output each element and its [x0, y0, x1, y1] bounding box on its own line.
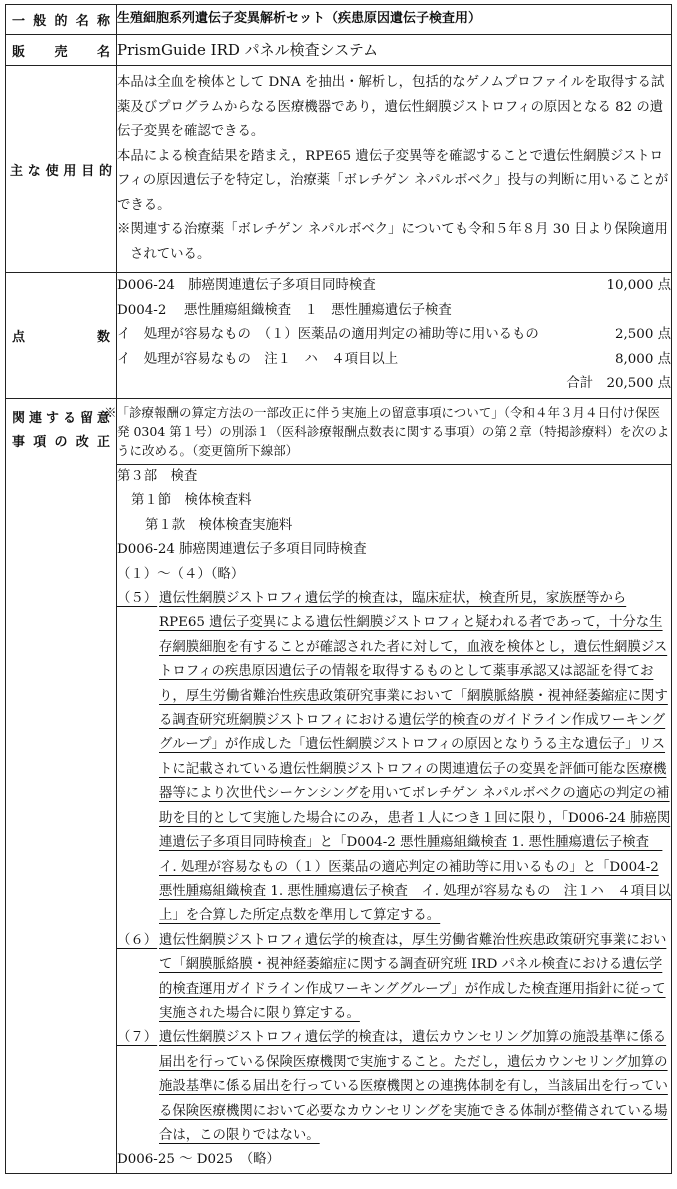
revision-label-line-1 — [12, 407, 110, 431]
purpose-paragraph-1: 本品は全血を検体として DNA を抽出・解析し，包括的なゲノムプロファイルを取得する試薬及びプログラムからなる医療機器であり，遺伝性網膜ジストロフィの原因となる 82 の遺伝子変異を確認できる。 — [117, 75, 665, 139]
label-char: る — [62, 411, 76, 426]
sales-name-row — [6, 35, 672, 66]
revision-omitted: （１）～（４）（略） — [117, 566, 245, 582]
revision-item-7-text: 遺伝性網膜ジストロフィ遺伝学的検査は，遺伝カウンセリング加算の施設基準に係る届出を行っている保険医療機関で実施すること。ただし，遺伝カウンセリング加算の施設基準に係る届出を行っている医療機関との連携体制を有し，当該届出を行っている保険医療機関において必要なカウンセリングを実施できる体制が整備されている場合は，この限りではない。 — [159, 1030, 668, 1143]
general-name-label-cell — [6, 5, 117, 35]
points-total: 合計 20,500 点 — [566, 376, 671, 392]
label-char: な — [27, 163, 41, 179]
label-char: 主 — [10, 163, 24, 179]
revision-detail — [117, 465, 672, 1174]
revision-subsection: 第１款 検体検査実施料 — [145, 517, 293, 533]
points-line-2 — [117, 299, 671, 324]
label-char: 点 — [12, 330, 26, 345]
general-name-row — [6, 5, 672, 35]
points-label-cell — [6, 273, 117, 399]
label-char: 事 — [12, 435, 26, 450]
sales-name-label-cell — [6, 35, 117, 66]
label-char: 使 — [45, 163, 59, 179]
purpose-label-cell — [6, 66, 117, 273]
points-line-3-value: 2,500 点 — [615, 327, 671, 343]
device-summary-table — [5, 4, 672, 1174]
points-line-4 — [117, 348, 671, 373]
label-char: 関 — [12, 411, 26, 426]
label-char: 的 — [54, 14, 68, 29]
label-char: 称 — [96, 14, 110, 29]
label-char: 数 — [96, 330, 110, 345]
points-content — [117, 273, 672, 399]
purpose-note: ※関連する治療薬「ボレチゲン ネパルボベク」についても令和５年８月 30 日より保険適用されている。 — [117, 222, 668, 262]
label-char: 意 — [96, 411, 110, 426]
points-line-4-value: 8,000 点 — [615, 351, 671, 367]
revision-item-5-number: （５） — [117, 591, 158, 607]
revision-item-6 — [117, 929, 671, 1027]
label-char: 販 — [12, 44, 26, 60]
label-char: 留 — [79, 411, 93, 426]
purpose-content — [117, 66, 672, 273]
points-line-2-text: D004-2 悪性腫瘍組織検査 １ 悪性腫瘍遺伝子検査 — [117, 302, 452, 318]
points-label — [6, 326, 116, 345]
revision-label-cell — [6, 399, 117, 1174]
label-char: の — [54, 435, 68, 450]
points-line-1-text: D006-24 肺癌関連遺伝子多項目同時検査 — [117, 278, 376, 294]
label-char: 連 — [28, 411, 42, 426]
label-char: 一 — [12, 14, 26, 29]
revision-note: ※「診療報酬の算定方法の一部改正に伴う実施上の留意事項について」（令和４年３月４日付け保医発 0304 第１号）の別添１（医科診療報酬点数表に関する事項）の第２章（特掲診療料）を次のように改める。（変更箇所下線部） — [117, 399, 672, 465]
label-char: 正 — [96, 435, 110, 450]
label-char: 用 — [63, 163, 77, 179]
revision-item-6-number: （６） — [117, 932, 158, 948]
revision-item-7-number: （７） — [117, 1030, 158, 1046]
points-line-1-value: 10,000 点 — [606, 278, 671, 294]
points-row — [6, 273, 672, 399]
revision-footer: D006-25 ～ D025 （略） — [117, 1152, 280, 1168]
points-line-3-text: イ 処理が容易なもの （１）医薬品の適用判定の補助等に用いるもの — [117, 327, 539, 343]
revision-item-7 — [117, 1026, 671, 1148]
label-char: 般 — [33, 14, 47, 29]
revision-label-line-2 — [12, 431, 110, 455]
purpose-row — [6, 66, 672, 273]
revision-section: 第１節 検体検査料 — [131, 493, 252, 509]
general-name-label — [6, 10, 116, 29]
purpose-paragraph-2: 本品による検査結果を踏まえ，RPE65 遺伝子変異等を確認することで遺伝性網膜ジストロフィの原因遺伝子を特定し，治療薬「ボレチゲン ネパルボベク」投与の判断に用いることができる。 — [117, 148, 669, 213]
points-line-1 — [117, 274, 671, 299]
revision-part: 第３部 検査 — [117, 469, 198, 484]
label-char: す — [45, 411, 59, 426]
sales-name-value: PrismGuide IRD パネル検査システム — [117, 35, 672, 66]
points-line-4-text: イ 処理が容易なもの 注１ ハ ４項目以上 — [117, 351, 399, 367]
document-page — [5, 4, 672, 1185]
label-char: 名 — [75, 14, 89, 29]
revision-label — [6, 407, 116, 455]
revision-item-5-text: 遺伝性網膜ジストロフィ遺伝学的検査は，臨床症状，検査所見，家族歴等から RPE65 遺伝子変異による遺伝性網膜ジストロフィと疑われる者であって，十分な生存網膜細胞を有することが確認された者に対して，血液を検体とし，遺伝性網膜ジストロフィの疾患原因遺伝子の情報を取得するものとして薬事承認又は認証を得ており，厚生労働省難治性疾患政策研究事業において「網膜脈絡膜・視神経萎縮症に関する調査研究班網膜ジストロフィにおける遺伝学的検査のガイドライン作成ワーキンググループ」が作成した「遺伝性網膜ジストロフィの原因となりうる主な遺伝子」リストに記載されている遺伝性網膜ジストロフィの関連遺伝子の変異を評価可能な医療機器等により次世代シーケンシングを用いてボレチゲン ネパルボベクの適応の判定の補助を目的として実施した場合にのみ，患者１人につき１回に限り，「D006-24 肺癌関連遺伝子多項目同時検査」と「D004-2 悪性腫瘍組織検査 1. 悪性腫瘍遺伝子検査 イ. 処理が容易なもの（１）医薬品の適応判定の補助等に用いるもの」と「D004-2 悪性腫瘍組織検査 1. 悪性腫瘍遺伝子検査 イ. 処理が容易なもの 注１ハ ４項目以上」を合算した所定点数を準用して算定する。 — [159, 591, 671, 924]
label-char: 目 — [81, 163, 95, 179]
revision-item-6-text: 遺伝性網膜ジストロフィ遺伝学的検査は，厚生労働省難治性疾患政策研究事業において「網膜脈絡膜・視神経萎縮症に関する調査研究班 IRD パネル検査における遺伝学的検査運用ガイドライン作成ワーキンググループ」が作成した検査運用指針に従って実施された場合に限り算定する。 — [159, 932, 667, 1021]
label-char: 名 — [96, 44, 110, 60]
revision-item-title: D006-24 肺癌関連遺伝子多項目同時検査 — [117, 542, 367, 558]
label-char: 売 — [54, 44, 68, 60]
sales-name-label — [6, 41, 116, 60]
revision-item-5 — [117, 587, 671, 929]
points-line-3 — [117, 323, 671, 348]
revision-note-row — [6, 399, 672, 465]
label-char: 改 — [75, 435, 89, 450]
label-char: 項 — [33, 435, 47, 450]
purpose-label — [6, 160, 116, 179]
label-char: 的 — [98, 163, 112, 179]
general-name-value: 生殖細胞系列遺伝子変異解析セット（疾患原因遺伝子検査用） — [117, 5, 672, 35]
